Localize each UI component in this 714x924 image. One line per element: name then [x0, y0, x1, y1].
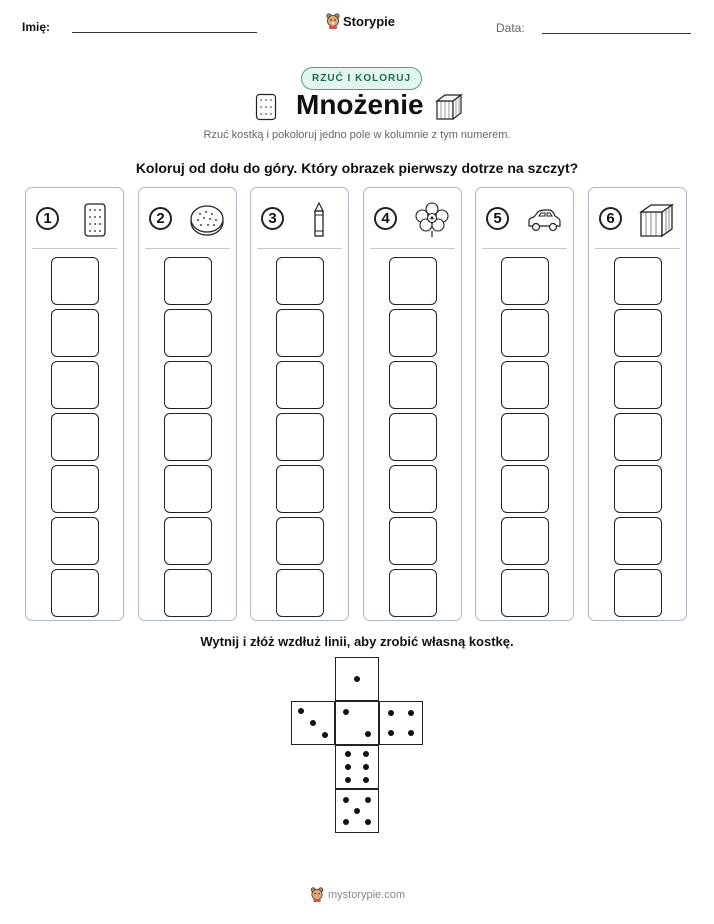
die-pip: [343, 819, 349, 825]
column-number: 6: [599, 207, 622, 230]
activity-badge: RZUĆ I KOLORUJ: [301, 67, 422, 90]
column-header: [476, 202, 573, 238]
die-face-2: [335, 701, 379, 745]
column-divider: [595, 248, 680, 249]
color-cell[interactable]: [501, 309, 549, 357]
car-icon: [526, 202, 562, 238]
dice-column-4: [363, 187, 462, 621]
column-header: [251, 202, 348, 238]
color-cell[interactable]: [614, 413, 662, 461]
color-cell[interactable]: [164, 413, 212, 461]
die-pip: [408, 710, 414, 716]
color-cell[interactable]: [164, 517, 212, 565]
name-label: Imię:: [22, 20, 51, 34]
die-pip: [365, 819, 371, 825]
color-cell[interactable]: [164, 257, 212, 305]
color-cell[interactable]: [276, 413, 324, 461]
color-cell[interactable]: [614, 361, 662, 409]
color-cell[interactable]: [276, 569, 324, 617]
die-face-4: [379, 701, 423, 745]
color-cell[interactable]: [51, 465, 99, 513]
die-face-3: [291, 701, 335, 745]
color-cell[interactable]: [501, 257, 549, 305]
footer-url: mystorypie.com: [328, 888, 406, 901]
color-cell[interactable]: [276, 517, 324, 565]
color-cell[interactable]: [51, 309, 99, 357]
dice-column-1: [25, 187, 124, 621]
color-cell[interactable]: [276, 465, 324, 513]
color-cell[interactable]: [164, 309, 212, 357]
flower-icon: [414, 202, 450, 238]
die-pip: [345, 751, 351, 757]
color-cell[interactable]: [389, 309, 437, 357]
column-divider: [145, 248, 230, 249]
brand-logo: [326, 13, 395, 29]
wooden-crate-icon: [434, 92, 464, 122]
die-pip: [345, 777, 351, 783]
dice-column-2: [138, 187, 237, 621]
die-pip: [363, 764, 369, 770]
subtitle: Rzuć kostką i pokoloruj jedno pole w kolumnie z tym numerem.: [203, 129, 511, 141]
column-number: 3: [261, 207, 284, 230]
color-cell[interactable]: [501, 569, 549, 617]
die-pip: [354, 808, 360, 814]
color-cell[interactable]: [614, 257, 662, 305]
column-number: 1: [36, 207, 59, 230]
date-line[interactable]: [542, 33, 691, 34]
column-divider: [370, 248, 455, 249]
color-cell[interactable]: [501, 413, 549, 461]
color-cell[interactable]: [614, 309, 662, 357]
color-cell[interactable]: [51, 361, 99, 409]
color-cell[interactable]: [164, 569, 212, 617]
color-cell[interactable]: [51, 517, 99, 565]
color-cell[interactable]: [51, 569, 99, 617]
dice-column-5: [475, 187, 574, 621]
dice-column-3: [250, 187, 349, 621]
die-pip: [408, 730, 414, 736]
die-pip: [365, 797, 371, 803]
color-cell[interactable]: [389, 361, 437, 409]
cut-instruction: Wytnij i złóż wzdłuż linii, aby zrobić własną kostkę.: [200, 634, 514, 649]
color-cell[interactable]: [51, 257, 99, 305]
bear-icon: [326, 13, 340, 29]
cookie-icon: [189, 202, 225, 238]
column-header: [364, 202, 461, 238]
die-pip: [354, 676, 360, 682]
die-pip: [365, 731, 371, 737]
die-pip: [298, 708, 304, 714]
die-pip: [322, 732, 328, 738]
die-face-1: [335, 657, 379, 701]
die-pip: [388, 710, 394, 716]
date-label: Data:: [496, 21, 525, 35]
color-cell[interactable]: [276, 257, 324, 305]
color-cell[interactable]: [276, 309, 324, 357]
die-pip: [363, 777, 369, 783]
die-pip: [343, 709, 349, 715]
die-pip: [388, 730, 394, 736]
footer: [310, 887, 405, 902]
die-pip: [345, 764, 351, 770]
color-cell[interactable]: [389, 257, 437, 305]
page-title: Mnożenie: [296, 89, 424, 120]
color-cell[interactable]: [389, 413, 437, 461]
color-cell[interactable]: [614, 517, 662, 565]
die-pip: [363, 751, 369, 757]
column-header: [589, 202, 686, 238]
column-header: [26, 202, 123, 238]
color-cell[interactable]: [164, 465, 212, 513]
color-cell[interactable]: [389, 569, 437, 617]
die-face-5: [335, 789, 379, 833]
die-pip: [343, 797, 349, 803]
color-cell[interactable]: [389, 517, 437, 565]
column-divider: [32, 248, 117, 249]
color-cell[interactable]: [614, 465, 662, 513]
dice-column-6: [588, 187, 687, 621]
color-cell[interactable]: [164, 361, 212, 409]
column-number: 4: [374, 207, 397, 230]
crayon-icon: [301, 202, 337, 238]
column-number: 5: [486, 207, 509, 230]
color-cell[interactable]: [501, 465, 549, 513]
column-header: [139, 202, 236, 238]
cracker-icon: [255, 93, 277, 121]
instruction-text: Koloruj od dołu do góry. Który obrazek pierwszy dotrze na szczyt?: [135, 160, 579, 176]
wooden-crate-icon: [639, 202, 675, 238]
column-divider: [257, 248, 342, 249]
bear-icon: [310, 887, 324, 902]
color-cell[interactable]: [276, 361, 324, 409]
color-cell[interactable]: [389, 465, 437, 513]
name-line[interactable]: [72, 32, 257, 33]
column-number: 2: [149, 207, 172, 230]
color-cell[interactable]: [51, 413, 99, 461]
die-face-6: [335, 745, 379, 789]
color-cell[interactable]: [501, 361, 549, 409]
color-cell[interactable]: [501, 517, 549, 565]
color-cell[interactable]: [614, 569, 662, 617]
brand-name: Storypie: [343, 13, 396, 29]
cracker-icon: [76, 202, 112, 238]
die-pip: [310, 720, 316, 726]
column-divider: [482, 248, 567, 249]
